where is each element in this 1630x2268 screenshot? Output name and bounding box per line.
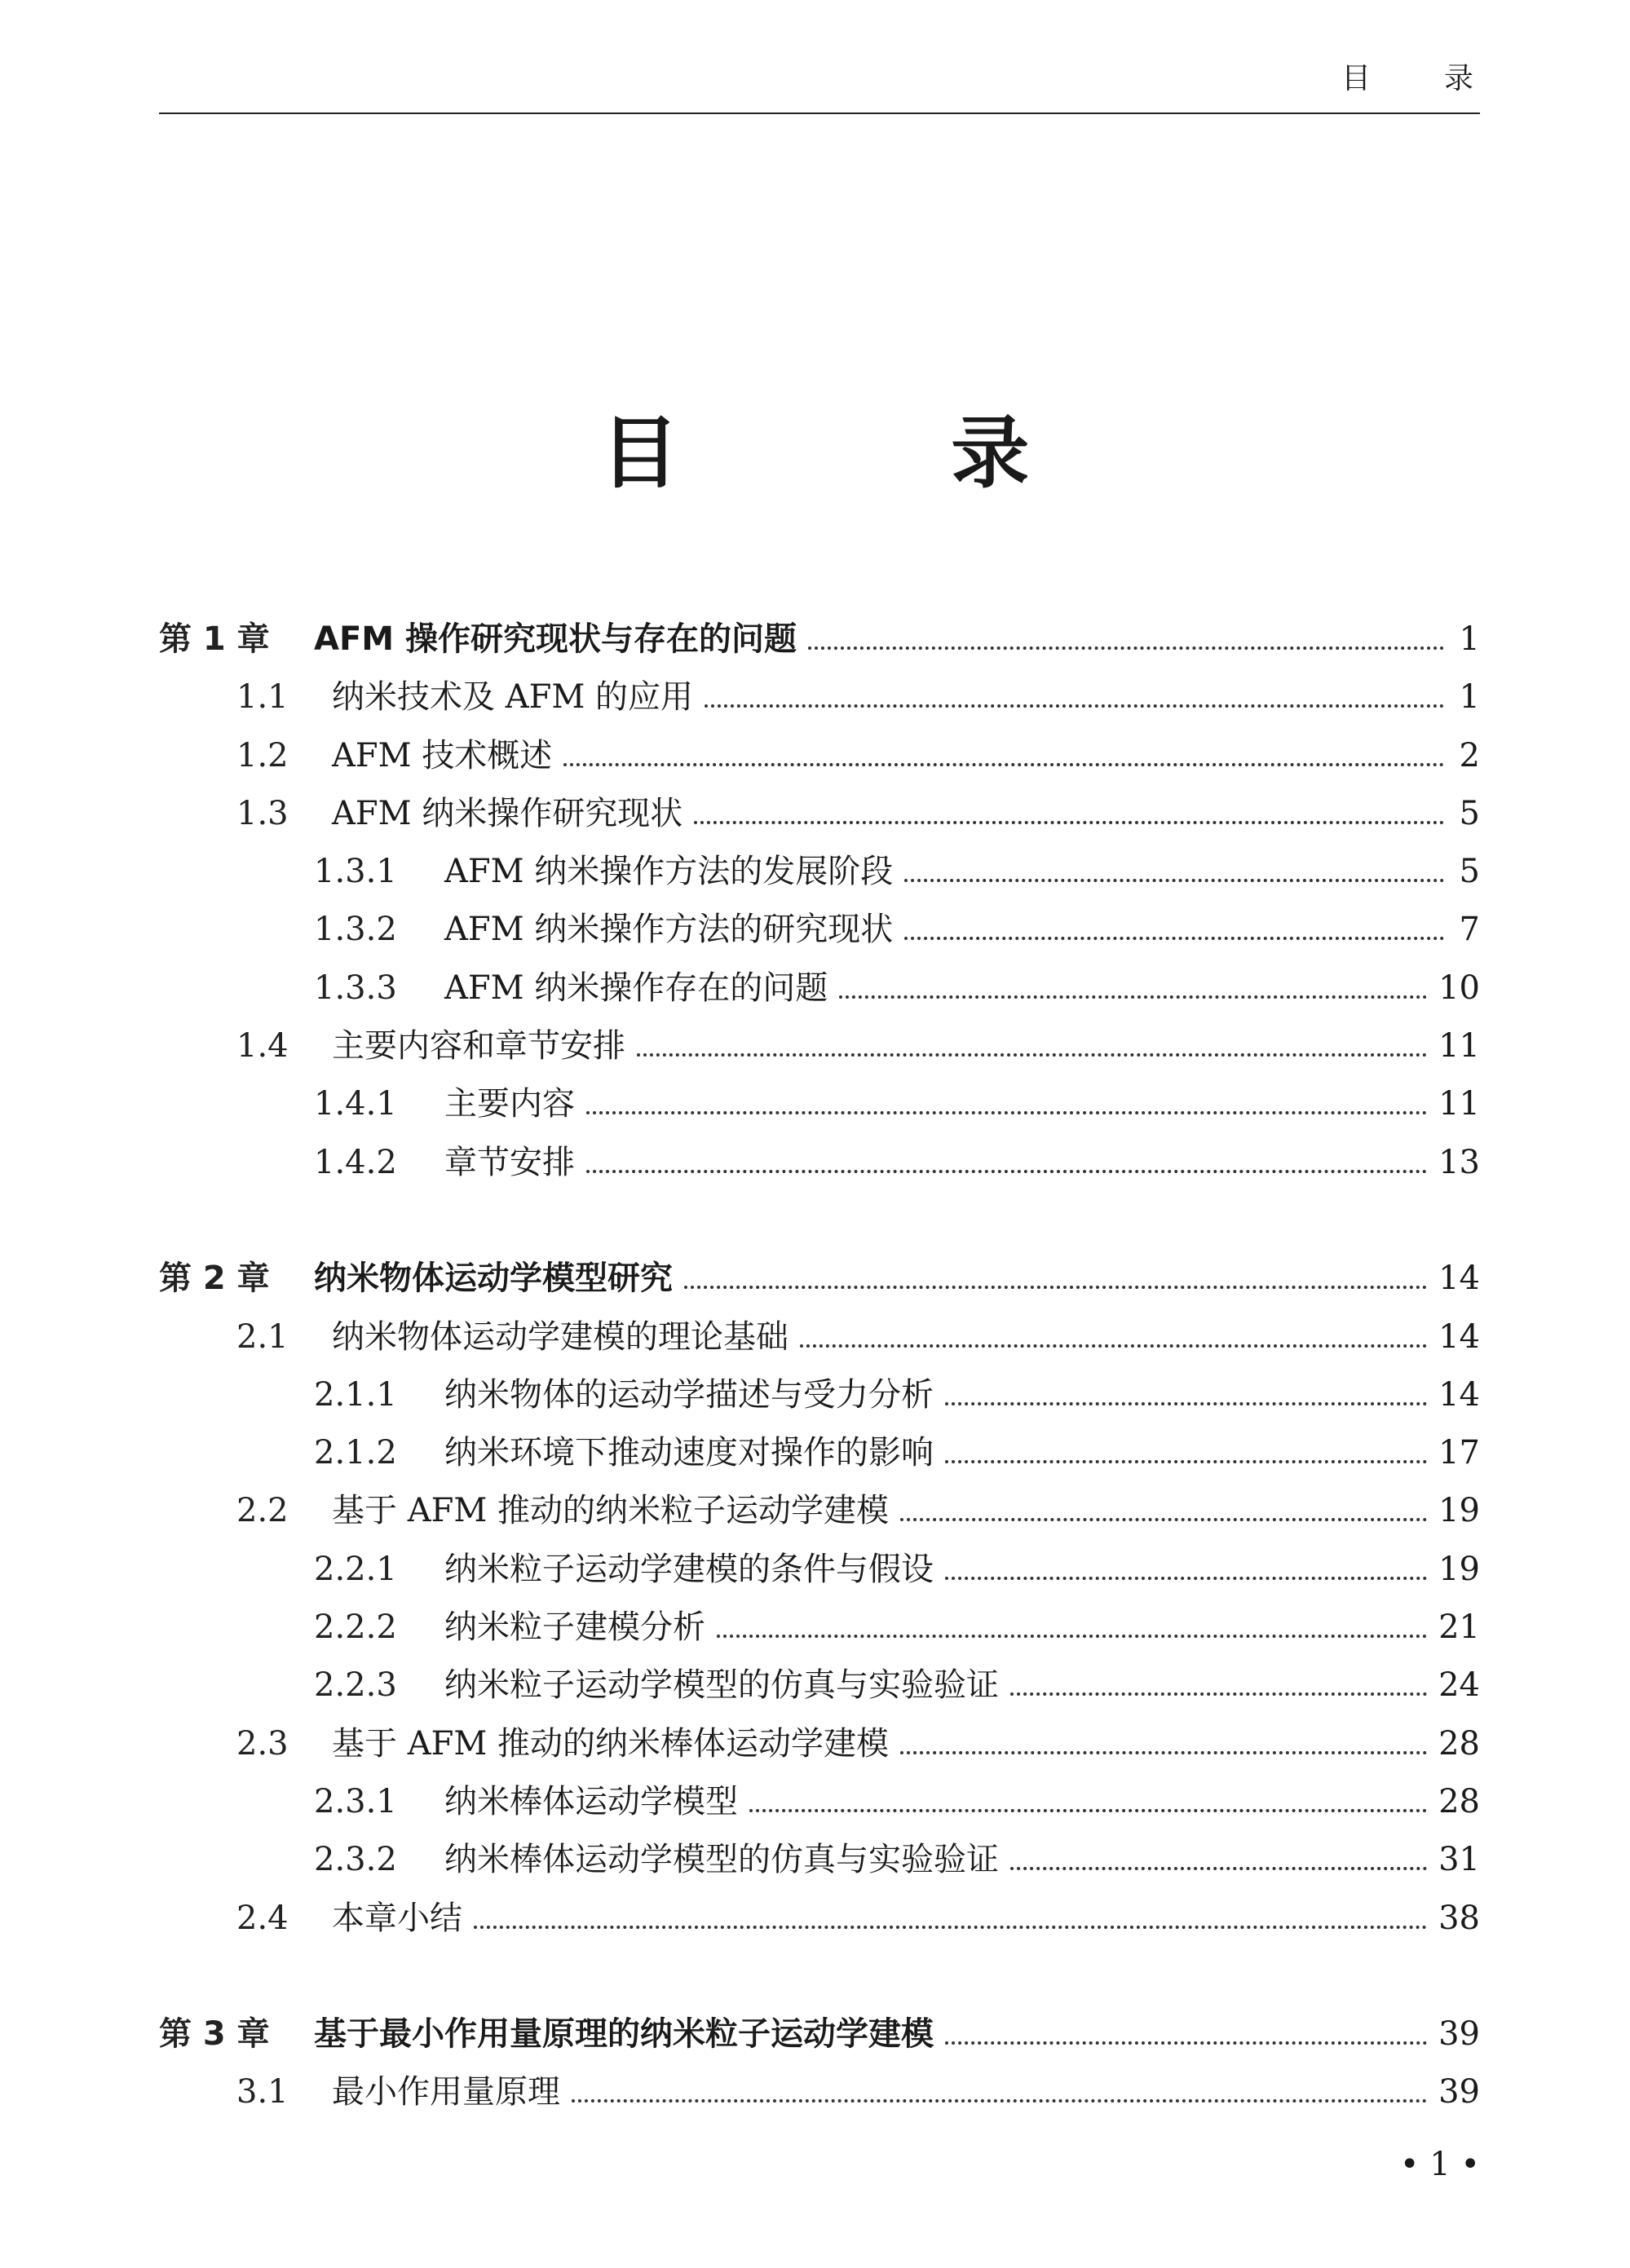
dot-leader [684,1286,1427,1289]
dot-leader [839,995,1427,999]
toc-subsection-2-1-2[interactable] [159,1427,1480,1485]
dot-leader [900,1751,1427,1754]
toc-page: 1 [1459,678,1480,717]
toc-title: 章节安排 [444,1143,575,1181]
dot-leader [694,821,1444,824]
dot-leader [637,1053,1427,1057]
toc-page: 13 [1438,1143,1480,1181]
toc-section-2-1[interactable] [159,1311,1480,1369]
toc-page: 28 [1438,1724,1480,1763]
toc-subsection-2-2-3[interactable] [159,1659,1480,1717]
toc-number: 1.1 [236,678,289,717]
dot-leader [1010,1867,1427,1870]
toc-title: AFM 技术概述 [332,736,553,774]
toc-subsection-1-3-2[interactable] [159,903,1480,961]
toc-page: 10 [1438,969,1480,1007]
dot-leader [586,1111,1427,1114]
toc-number: 2.2 [236,1492,289,1530]
toc-page: 39 [1438,2073,1480,2111]
chapter-spacer [159,1950,1480,2008]
toc-title: AFM 纳米操作研究现状 [332,794,683,832]
toc-page: 39 [1438,2015,1480,2054]
toc-page: 11 [1438,1085,1480,1123]
toc-number: 3.1 [236,2073,289,2111]
toc-number: 2.1.2 [314,1434,397,1472]
toc-page: 5 [1459,794,1480,832]
toc-section-1-4[interactable] [159,1020,1480,1078]
toc-subsection-2-3-1[interactable] [159,1776,1480,1833]
toc-subsection-2-2-1[interactable] [159,1543,1480,1601]
toc-number: 2.2.3 [314,1666,397,1705]
toc-title: 纳米物体的运动学描述与受力分析 [444,1375,934,1414]
toc-title: 主要内容 [444,1085,575,1123]
toc-number: 1.3.1 [314,853,397,891]
dot-leader [717,1635,1427,1638]
dot-leader [705,704,1444,708]
toc-title: 最小作用量原理 [332,2073,560,2111]
toc-title: AFM 纳米操作方法的发展阶段 [444,853,894,891]
toc-number: 2.1.1 [314,1375,397,1414]
dot-leader [572,2099,1427,2103]
toc-number: 第 1 章 [159,620,270,658]
toc-number: 2.2.1 [314,1550,397,1588]
toc-number: 第 2 章 [159,1260,270,1298]
page-number: • 1 • [1399,2146,1480,2183]
dot-leader [474,1926,1427,1929]
toc-subsection-1-4-2[interactable] [159,1136,1480,1194]
toc-chapter-2[interactable] [159,1252,1480,1310]
toc-title: 纳米棒体运动学模型 [444,1782,738,1820]
toc-title: 基于 AFM 推动的纳米棒体运动学建模 [332,1724,890,1763]
toc-subsection-2-3-2[interactable] [159,1833,1480,1891]
toc-number: 2.1 [236,1317,289,1356]
toc-page: 21 [1438,1608,1480,1647]
table-of-contents [159,613,1480,2125]
running-header-title: 目录 [1341,62,1547,95]
toc-title: 纳米粒子运动学建模的条件与假设 [444,1550,934,1588]
toc-title: AFM 操作研究现状与存在的问题 [314,620,797,658]
toc-number: 2.3.2 [314,1841,397,1879]
toc-subsection-1-3-3[interactable] [159,962,1480,1020]
toc-title: 纳米环境下推动速度对操作的影响 [444,1434,934,1472]
toc-number: 2.4 [236,1899,289,1937]
toc-title: AFM 纳米操作存在的问题 [444,969,828,1007]
chapter-spacer [159,1194,1480,1252]
toc-section-1-3[interactable] [159,788,1480,845]
dot-leader [563,763,1444,766]
toc-title: 纳米粒子建模分析 [444,1608,705,1647]
dot-leader [586,1170,1427,1173]
toc-section-3-1[interactable] [159,2066,1480,2124]
dot-leader [904,879,1444,882]
toc-number: 1.3.2 [314,911,397,949]
toc-title: 主要内容和章节安排 [332,1027,625,1066]
toc-subsection-1-4-1[interactable] [159,1078,1480,1136]
toc-page: 38 [1438,1899,1480,1937]
toc-number: 1.4.2 [314,1143,397,1181]
toc-subsection-2-1-1[interactable] [159,1369,1480,1427]
toc-section-2-4[interactable] [159,1892,1480,1950]
dot-leader [900,1518,1427,1521]
toc-number: 2.3 [236,1724,289,1763]
toc-section-2-3[interactable] [159,1718,1480,1776]
toc-number: 第 3 章 [159,2015,270,2054]
toc-title: 本章小结 [332,1899,462,1937]
toc-number: 1.3.3 [314,969,397,1007]
toc-number: 1.4 [236,1027,289,1066]
running-header [159,49,1547,114]
toc-page: 17 [1438,1434,1480,1472]
dot-leader [1010,1692,1427,1696]
toc-page: 14 [1438,1375,1480,1414]
toc-subsection-1-3-1[interactable] [159,845,1480,903]
toc-page: 24 [1438,1666,1480,1705]
toc-subsection-2-2-2[interactable] [159,1601,1480,1659]
toc-page: 5 [1459,853,1480,891]
toc-page: 7 [1459,911,1480,949]
toc-section-1-2[interactable] [159,730,1480,788]
toc-page: 19 [1438,1492,1480,1530]
toc-page: 11 [1438,1027,1480,1066]
page-title: 目 录 [600,408,1152,499]
toc-title: 基于最小作用量原理的纳米粒子运动学建模 [314,2015,934,2054]
toc-title: 纳米物体运动学建模的理论基础 [332,1317,788,1356]
toc-page: 1 [1459,620,1480,658]
toc-page: 2 [1459,736,1480,774]
toc-number: 1.3 [236,794,289,832]
toc-title: 纳米粒子运动学模型的仿真与实验验证 [444,1666,999,1705]
dot-leader [945,1402,1427,1405]
toc-section-2-2[interactable] [159,1485,1480,1542]
dot-leader [945,1460,1427,1463]
toc-number: 1.2 [236,736,289,774]
dot-leader [808,646,1444,650]
dot-leader [945,1577,1427,1580]
toc-page: 31 [1438,1841,1480,1879]
dot-leader [945,2041,1427,2045]
toc-number: 1.4.1 [314,1085,397,1123]
toc-title: 纳米技术及 AFM 的应用 [332,678,694,717]
toc-title: 纳米物体运动学模型研究 [314,1260,673,1298]
toc-chapter-1[interactable] [159,613,1480,671]
toc-page: 14 [1438,1260,1480,1298]
toc-section-1-1[interactable] [159,671,1480,729]
toc-page: 19 [1438,1550,1480,1588]
dot-leader [904,937,1444,940]
toc-title: 基于 AFM 推动的纳米粒子运动学建模 [332,1492,890,1530]
toc-page: 14 [1438,1317,1480,1356]
toc-number: 2.3.1 [314,1782,397,1820]
toc-title: AFM 纳米操作方法的研究现状 [444,911,894,949]
toc-number: 2.2.2 [314,1608,397,1647]
dot-leader [749,1809,1427,1812]
dot-leader [800,1344,1427,1348]
toc-chapter-3[interactable] [159,2008,1480,2066]
toc-title: 纳米棒体运动学模型的仿真与实验验证 [444,1841,999,1879]
toc-page: 28 [1438,1782,1480,1820]
